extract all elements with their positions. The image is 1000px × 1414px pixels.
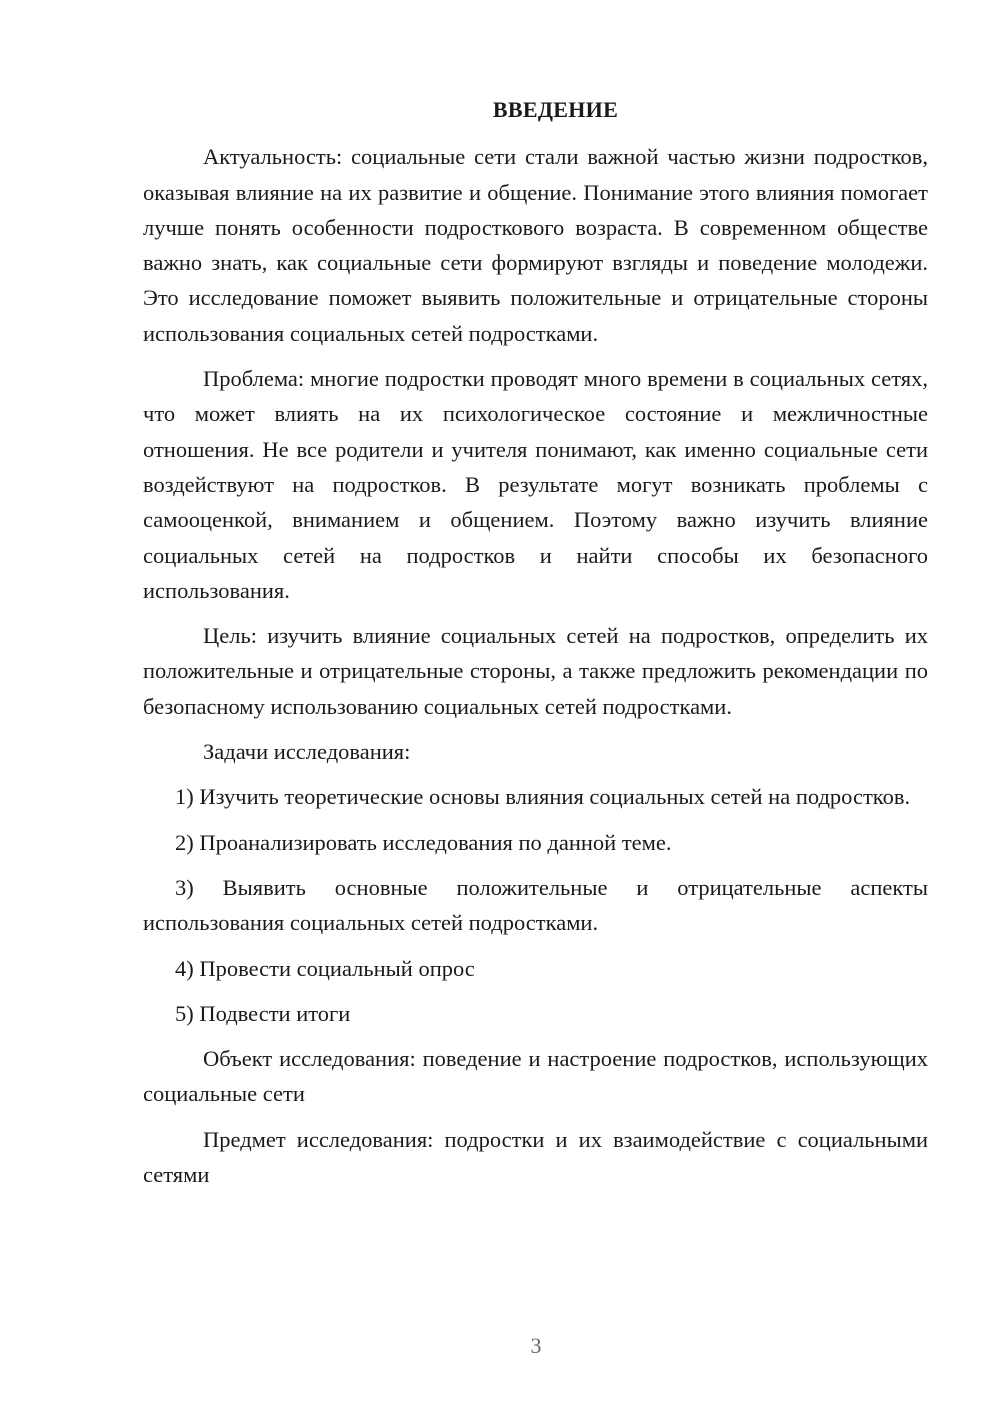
task-item-3: 3) Выявить основные положительные и отрицательные аспекты использования социальных сетей подростками.: [143, 874, 928, 936]
page-number: 3: [530, 1333, 542, 1358]
task-item-4: 4) Провести социальный опрос: [175, 955, 475, 981]
task-item-1: 1) Изучить теоретические основы влияния социальных сетей на подростков.: [175, 784, 911, 810]
paragraph-relevance: Актуальность: социальные сети стали важной частью жизни подростков, оказывая влияние на их развитие и общение. Понимание этого влияния помогает лучше понять особенности подросткового возраста. В современном обществе важно знать, как социальные сети формируют взгляды и поведение молодежи. Это исследование поможет выявить положительные и отрицательные стороны использования социальных сетей подростками.: [143, 144, 928, 346]
paragraph-subject: Предмет исследования: подростки и их взаимодействие с социальными сетями: [143, 1126, 928, 1188]
task-item-2: 2) Проанализировать исследования по данной теме.: [175, 829, 672, 855]
paragraph-object: Объект исследования: поведение и настроение подростков, использующих социальные сети: [143, 1046, 928, 1107]
page-title: ВВЕДЕНИЕ: [492, 97, 619, 122]
task-item-5: 5) Подвести итоги: [175, 1000, 351, 1026]
document-page: [143, 92, 928, 1202]
paragraph-problem: Проблема: многие подростки проводят много времени в социальных сетях, что может влиять на их психологическое состояние и межличностные отношения. Не все родители и учителя понимают, как именно социальные сети воздействуют на подростков. В результате могут возникать проблемы с самооценкой, вниманием и общением. Поэтому важно изучить влияние социальных сетей на подростков и найти способы их безопасного использования.: [143, 366, 928, 603]
paragraph-goal: Цель: изучить влияние социальных сетей на подростков, определить их положительные и отрицательные стороны, а также предложить рекомендации по безопасному использованию социальных сетей подростками.: [143, 623, 928, 719]
tasks-heading: Задачи исследования:: [203, 739, 411, 765]
